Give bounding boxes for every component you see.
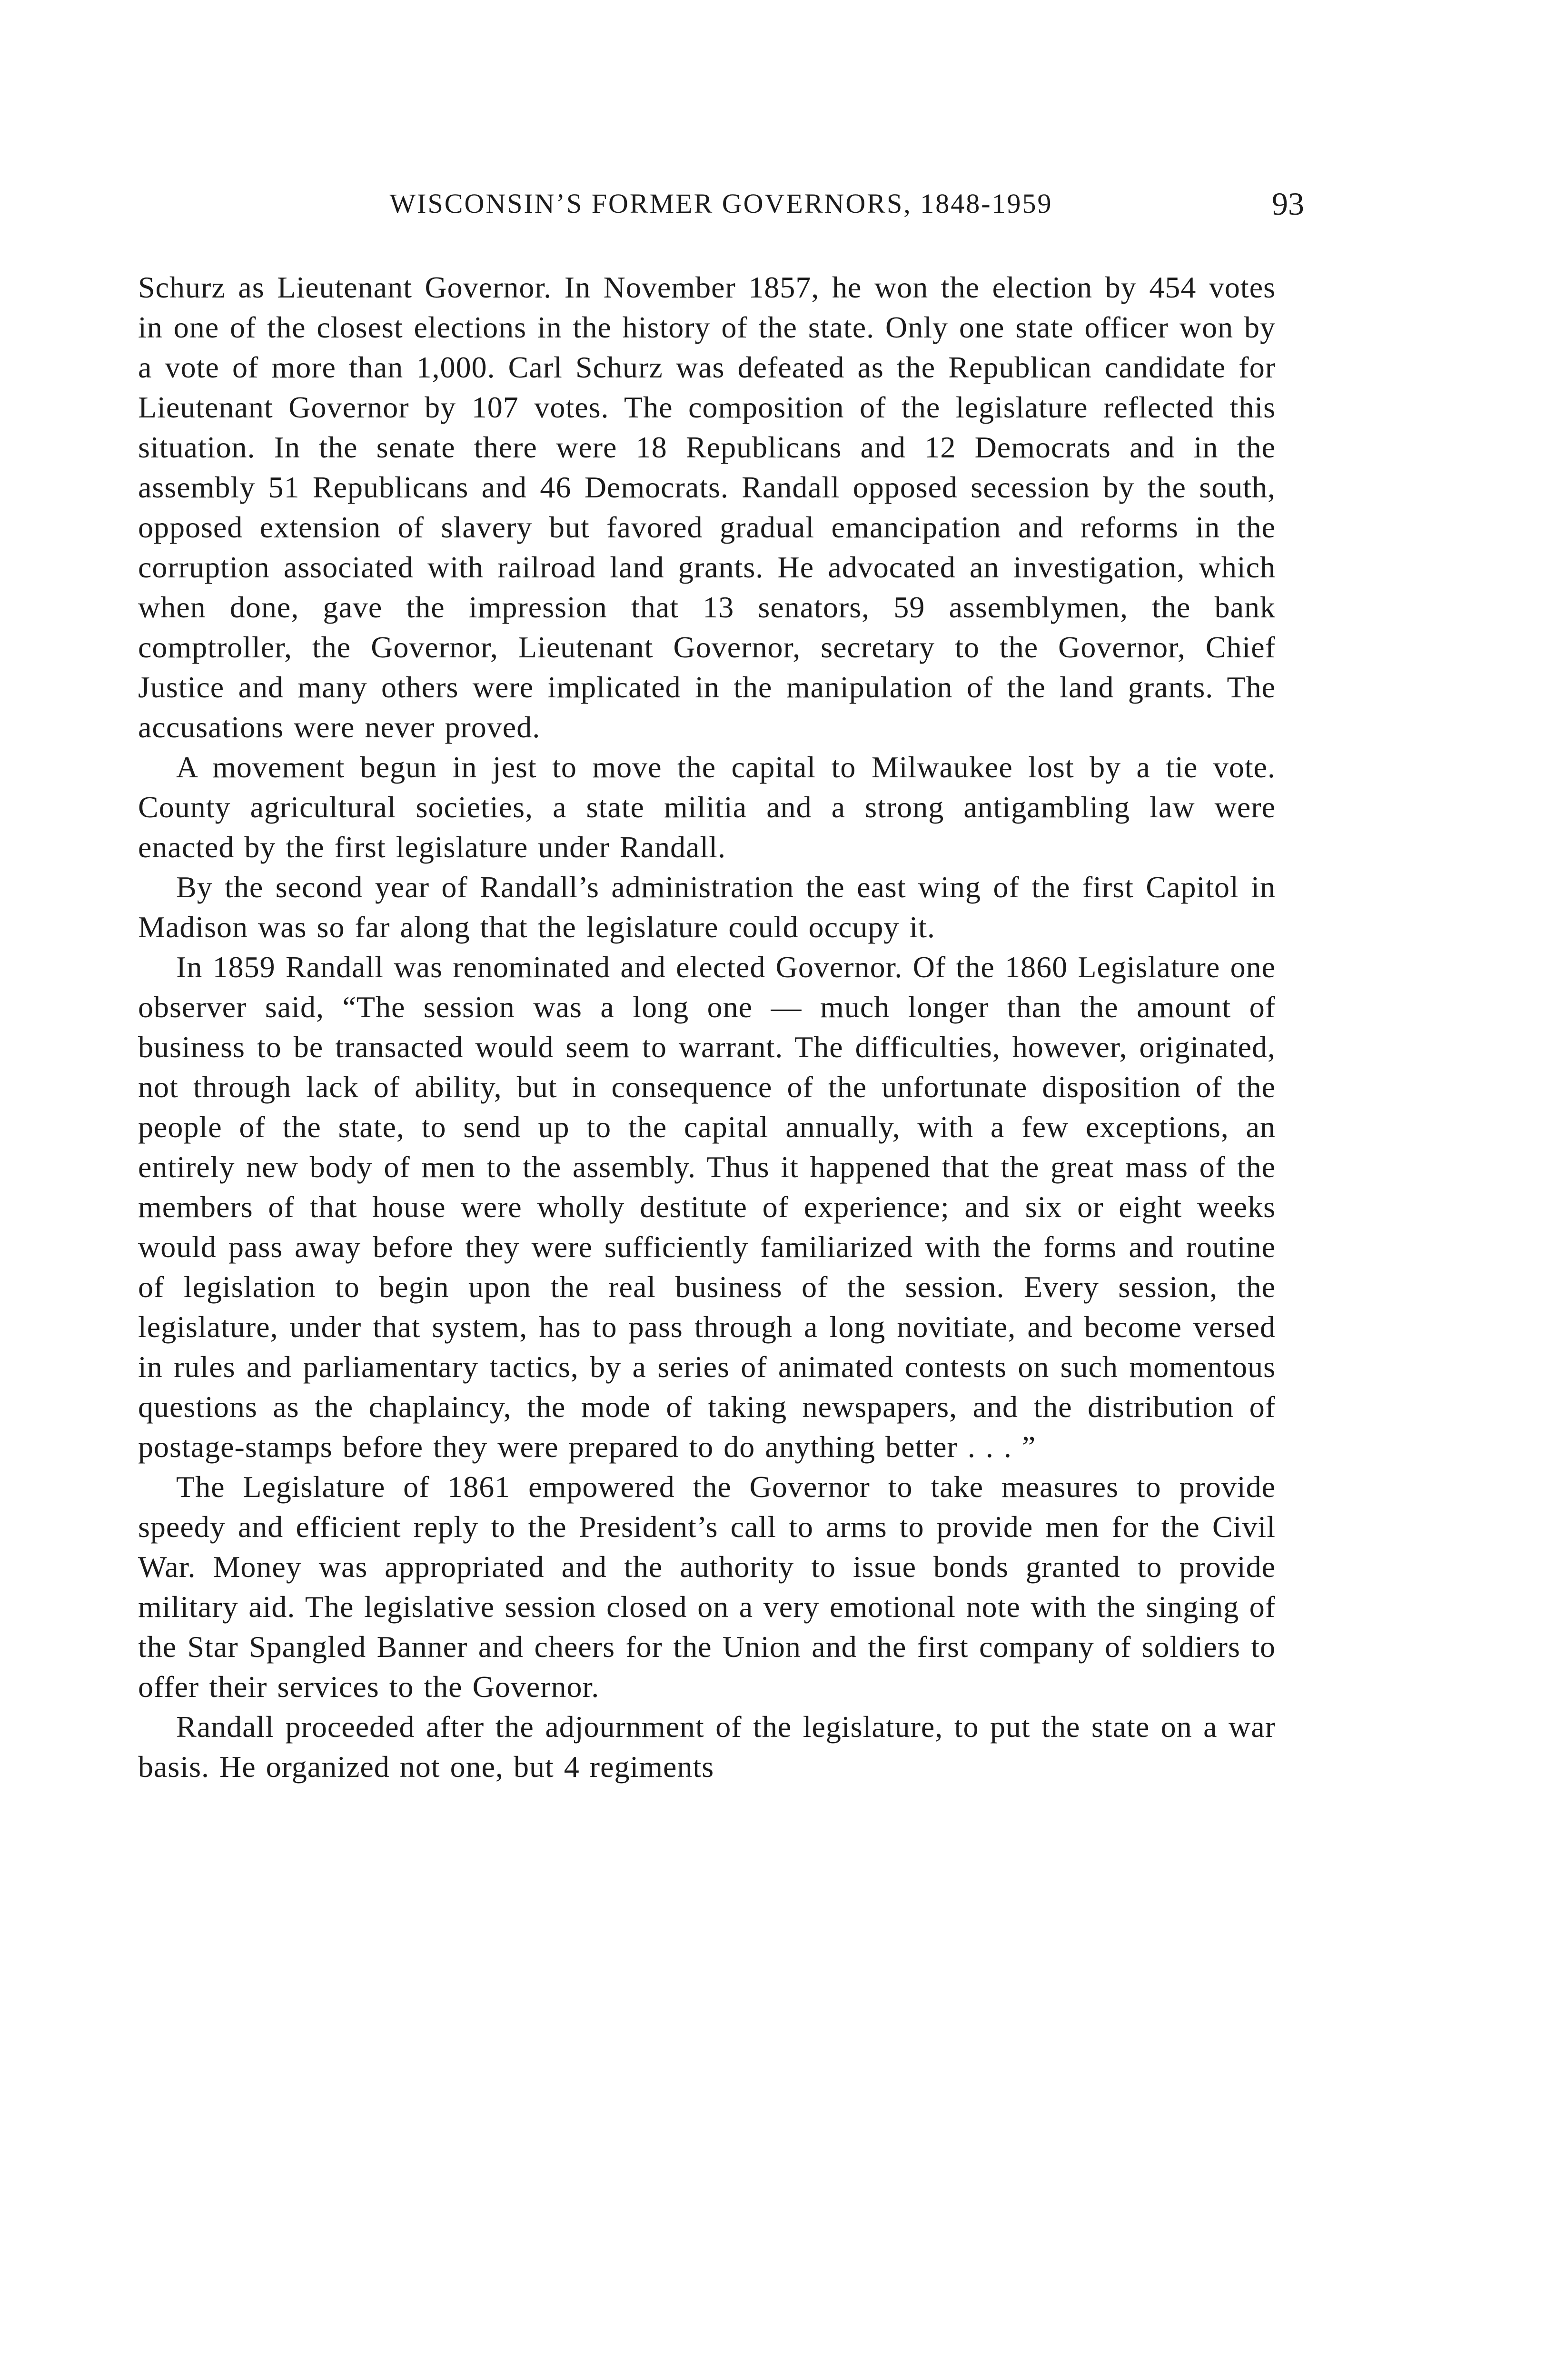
body-text <box>138 268 1276 1787</box>
running-head: WISCONSIN’S FORMER GOVERNORS, 1848-1959 <box>389 188 1053 219</box>
page-header <box>138 180 1304 232</box>
paragraph: By the second year of Randall’s administration the east wing of the first Capitol in Madison was so far along that the legislature could occupy it. <box>138 870 1276 944</box>
paragraph: The Legislature of 1861 empowered the Governor to take measures to provide speedy and efficient reply to the President’s call to arms to provide men for the Civil War. Money was appropriated and the authority to issue bonds granted to provide military aid. The legislative session closed on a very emotional note with the singing of the Star Spangled Banner and cheers for the Union and the first company of soldiers to offer their services to the Governor. <box>138 1470 1276 1704</box>
page-number: 93 <box>1272 186 1304 222</box>
paragraph: In 1859 Randall was renominated and elected Governor. Of the 1860 Legislature one observer said, “The session was a long one — much longer than the amount of business to be transacted would seem to warrant. The difficulties, however, originated, not through lack of ability, but in consequence of the unfortunate disposition of the people of the state, to send up to the capital annually, with a few exceptions, an entirely new body of men to the assembly. Thus it happened that the great mass of the members of that house were wholly destitute of experience; and six or eight weeks would pass away before they were sufficiently familiarized with the forms and routine of legislation to begin upon the real business of the session. Every session, the legislature, under that system, has to pass through a long novitiate, and become versed in rules and parliamentary tactics, by a series of animated contests on such momentous questions as the chaplaincy, the mode of taking newspapers, and the distribution of postage-stamps before they were prepared to do anything better . . . ” <box>138 950 1276 1464</box>
paragraph: Schurz as Lieutenant Governor. In November 1857, he won the election by 454 votes in one of the closest elections in the history of the state. Only one state officer won by a vote of more than 1,000. Carl Schurz was defeated as the Republican candidate for Lieutenant Governor by 107 votes. The composition of the legislature reflected this situation. In the senate there were 18 Republicans and 12 Democrats and in the assembly 51 Republicans and 46 Democrats. Randall opposed secession by the south, opposed extension of slavery but favored gradual emancipation and reforms in the corruption associated with railroad land grants. He advocated an investigation, which when done, gave the impression that 13 senators, 59 assemblymen, the bank comptroller, the Governor, Lieutenant Governor, secretary to the Governor, Chief Justice and many others were implicated in the manipulation of the land grants. The accusations were never proved. <box>138 270 1276 744</box>
paragraph: Randall proceeded after the adjournment of the legislature, to put the state on a war basis. He organized not one, but 4 regiments <box>138 1710 1276 1784</box>
paragraph: A movement begun in jest to move the capital to Milwaukee lost by a tie vote. County agricultural societies, a state militia and a strong antigambling law were enacted by the first legislature under Randall. <box>138 750 1276 864</box>
